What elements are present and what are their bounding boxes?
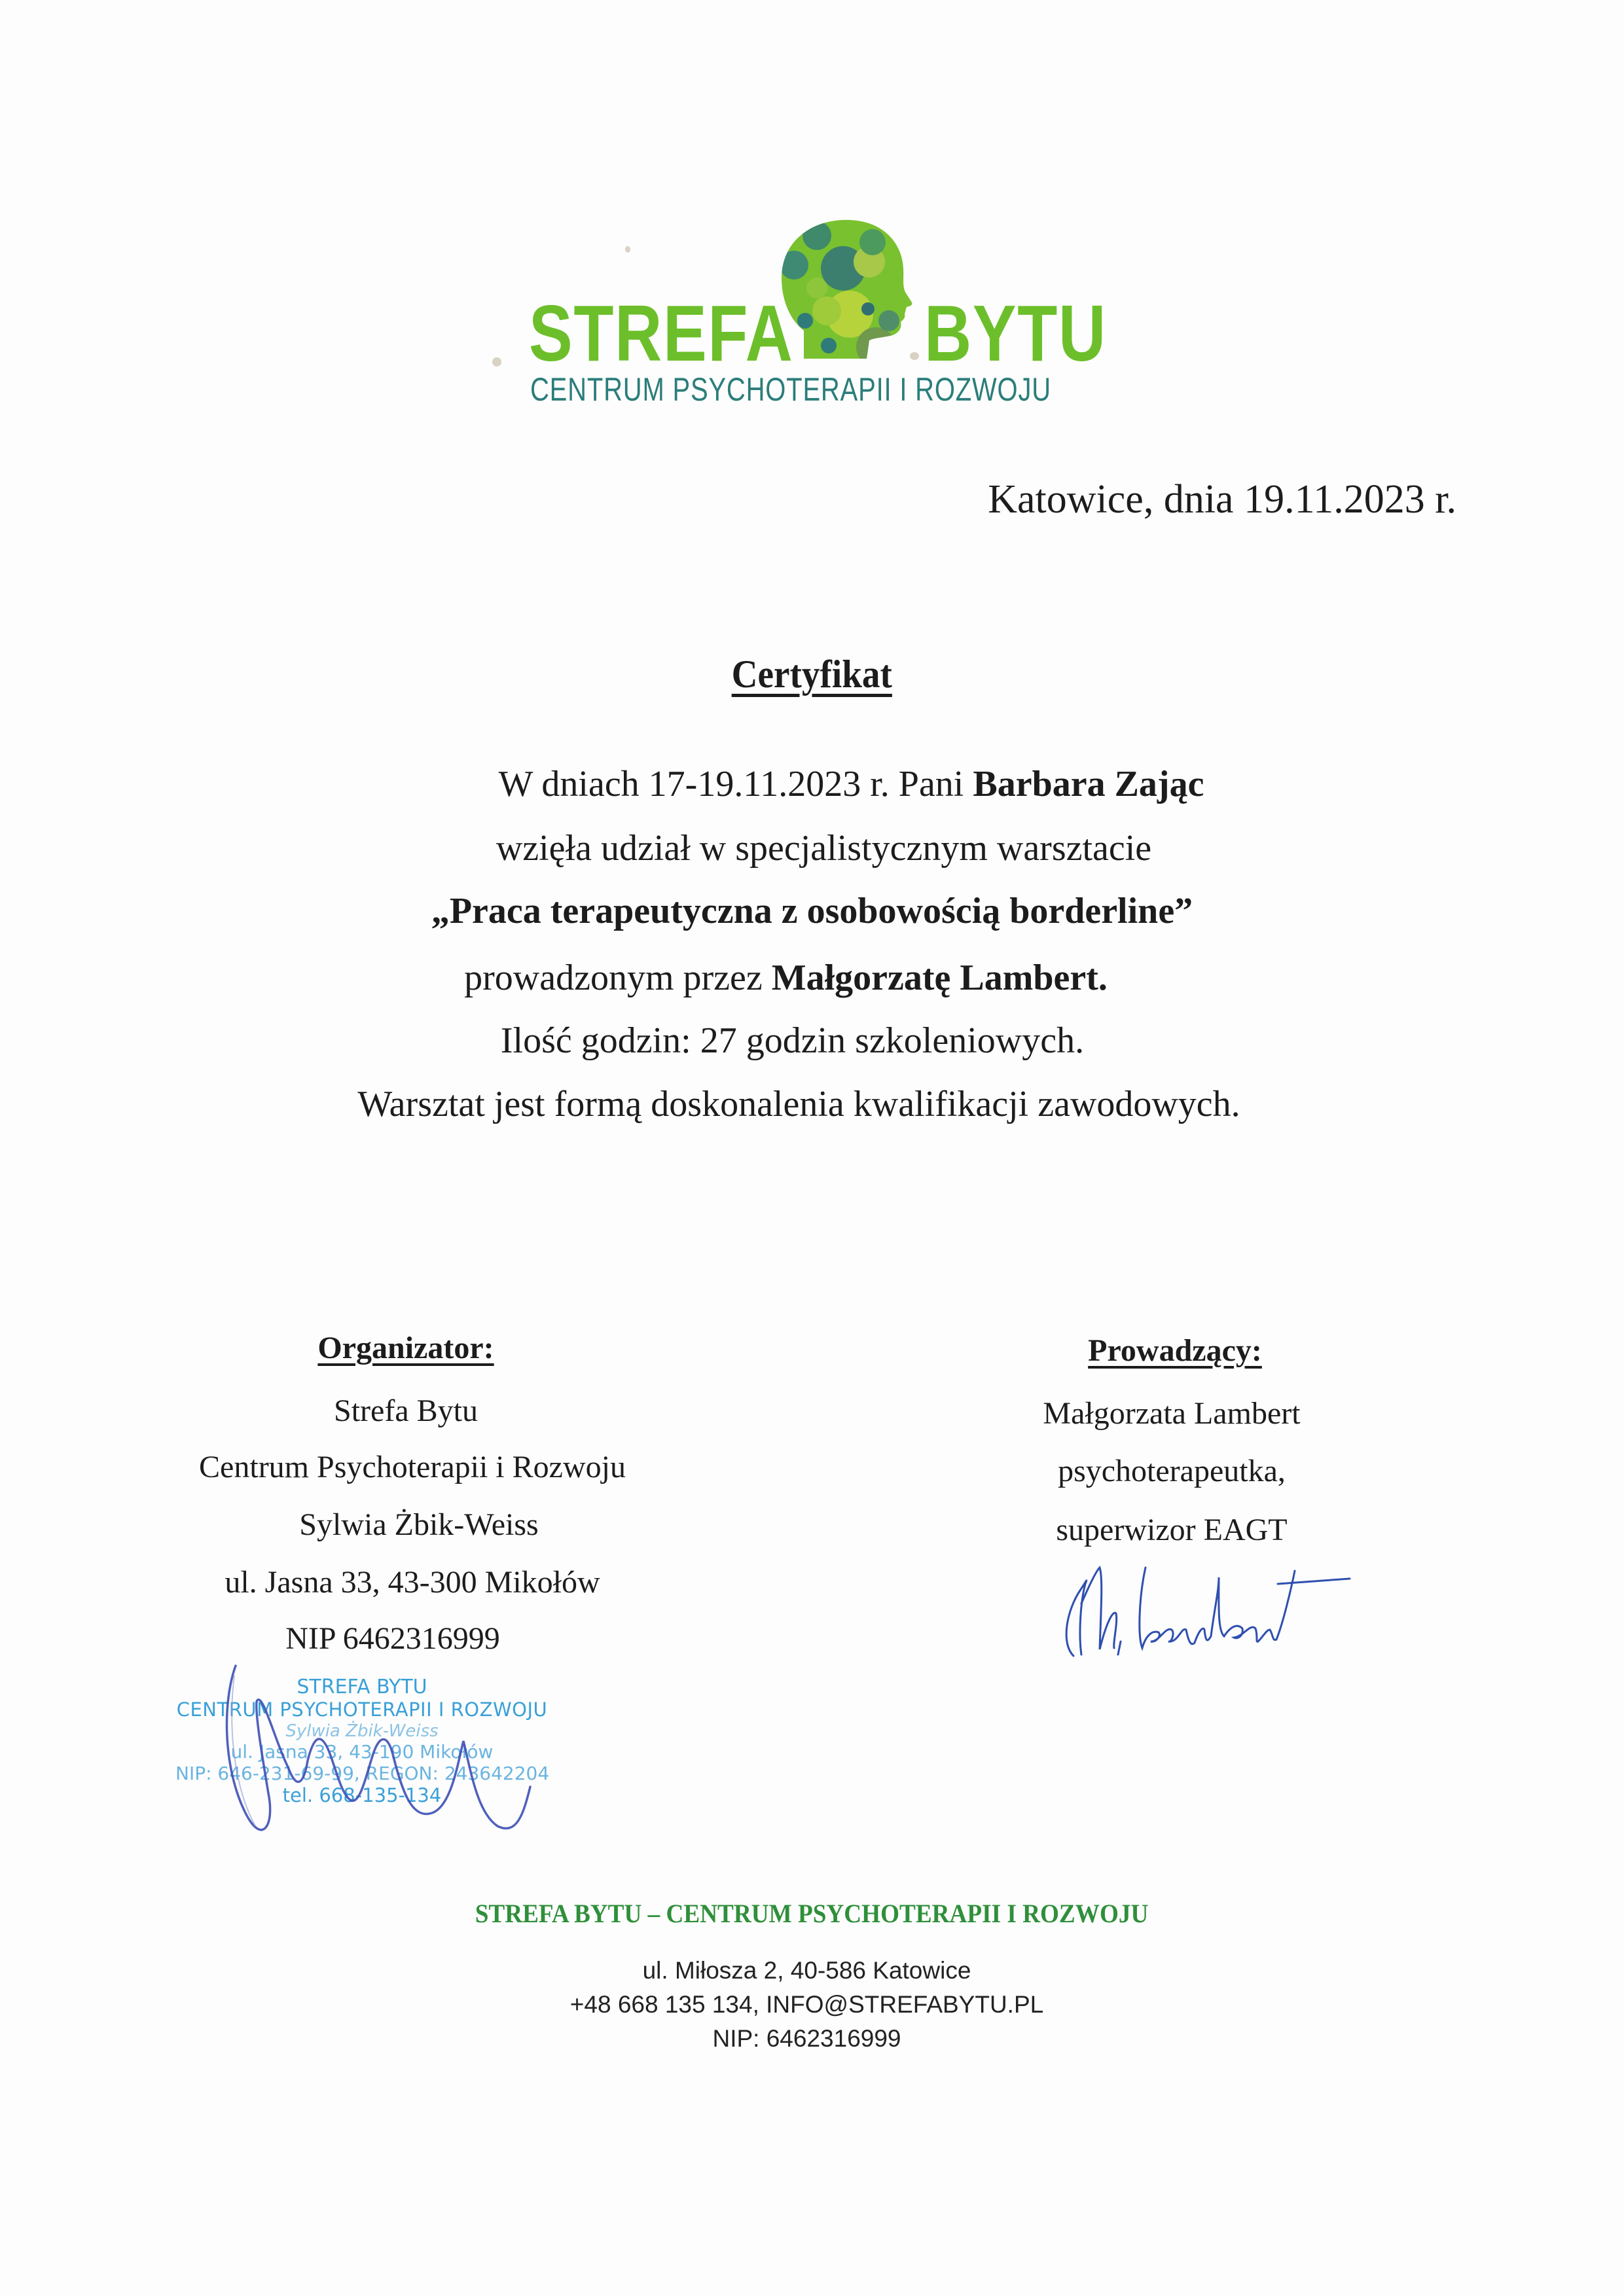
footer-heading: STREFA BYTU – CENTRUM PSYCHOTERAPII I ROZWOJU: [475, 1899, 1149, 1928]
instructor-name: Małgorzatę Lambert.: [771, 958, 1108, 998]
stamp-line: CENTRUM PSYCHOTERAPII I ROZWOJU: [176, 1698, 548, 1721]
footer-nip: NIP: 6462316999: [712, 2025, 901, 2052]
instructor-line: superwizor EAGT: [1056, 1513, 1288, 1547]
instructor-line: psychoterapeutka,: [1058, 1454, 1286, 1488]
led-by-text: prowadzonym przez: [464, 958, 772, 998]
logo-word-bytu: BYTU: [924, 289, 1107, 378]
logo-subtitle: CENTRUM PSYCHOTERAPII I ROZWOJU: [530, 371, 1051, 408]
logo-word-strefa: STREFA: [529, 289, 794, 378]
stamp-line: NIP: 646-231-69-99, REGON: 243642204: [175, 1763, 550, 1785]
organizer-line: Sylwia Żbik-Weiss: [299, 1507, 539, 1542]
organizer-line: ul. Jasna 33, 43-300 Mikołów: [225, 1565, 600, 1600]
organizer-line: Centrum Psychoterapii i Rozwoju: [199, 1450, 626, 1484]
head-profile-icon: [778, 216, 915, 361]
instructor-line: Małgorzata Lambert: [1043, 1396, 1301, 1431]
organizer-heading: Organizator:: [317, 1331, 494, 1365]
certificate-line-4: [0, 957, 1598, 999]
place-date: Katowice, dnia 19.11.2023 r.: [988, 477, 1456, 522]
stamp-line: tel. 668-135-134: [282, 1784, 442, 1807]
certificate-title: Certyfikat: [731, 653, 893, 696]
organizer-signature: [216, 1662, 556, 1859]
date-range-text: W dniach 17-19.11.2023 r. Pani: [498, 764, 973, 804]
workshop-title: „Praca terapeutyczna z osobowością borderline”: [431, 891, 1193, 931]
certificate-line-1: [39, 763, 1624, 805]
certificate-line-2: wzięła udział w specjalistycznym warsztacie: [496, 828, 1152, 869]
footer-address: ul. Miłosza 2, 40-586 Katowice: [642, 1957, 971, 1984]
organizer-line: Strefa Bytu: [334, 1393, 478, 1428]
stamp-line: Sylwia Żbik-Weiss: [285, 1721, 439, 1741]
scan-speck: [625, 246, 630, 253]
hours-line: Ilość godzin: 27 godzin szkoleniowych.: [500, 1020, 1085, 1061]
participant-name: Barbara Zając: [973, 764, 1204, 804]
purpose-line: Warsztat jest formą doskonalenia kwalifikacji zawodowych.: [357, 1084, 1240, 1124]
organizer-line: NIP 6462316999: [285, 1621, 500, 1656]
certificate-title-row: [0, 652, 1624, 697]
stamp-line: ul. Jasna 33, 43-190 Mikołów: [230, 1741, 494, 1763]
footer-heading-row: [0, 1898, 1624, 1929]
footer-contact: +48 668 135 134, INFO@STREFABYTU.PL: [569, 1991, 1044, 2018]
instructor-signature: [1047, 1564, 1362, 1662]
instructor-heading: Prowadzący:: [1088, 1333, 1262, 1368]
stamp-line: STREFA BYTU: [297, 1676, 427, 1698]
scan-speck: [492, 357, 501, 367]
